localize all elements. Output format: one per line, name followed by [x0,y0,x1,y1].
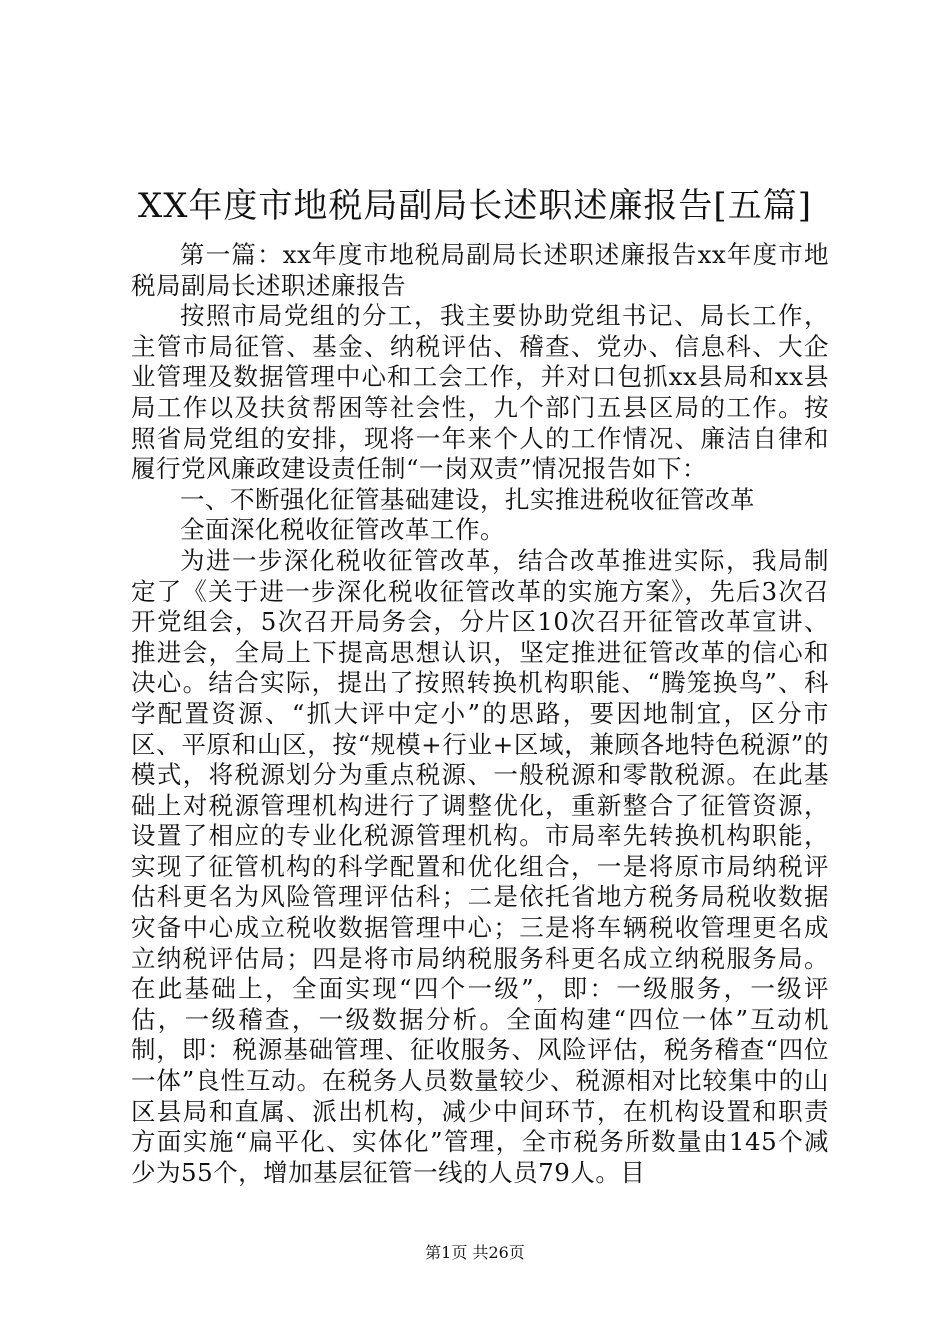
paragraph: 按照市局党组的分工，我主要协助党组书记、局长工作，主管市局征管、基金、纳税评估、稽查、党办、信息科、大企业管理及数据管理中心和工会工作，并对口包抓xx县局和xx县局工作以及扶贫帮困等社会性，九个部门五县区局的工作。按照省局党组的安排，现将一年来个人的工作情况、廉洁自律和履行党风廉政建设责任制“一岗双责”情况报告如下： [131,301,829,484]
paragraph: 第一篇：xx年度市地税局副局长述职述廉报告xx年度市地税局副局长述职述廉报告 [131,240,829,300]
document-title: XX年度市地税局副局长述职述廉报告[五篇] [138,186,812,226]
paragraph: 为进一步深化税收征管改革，结合改革推进实际，我局制定了《关于进一步深化税收征管改革的实施方案》，先后3次召开党组会，5次召开局务会，分片区10次召开征管改革宣讲、推进会，全局上下提高思想认识，坚定推进征管改革的信心和决心。结合实际，提出了按照转换机构职能、“腾笼换鸟”、科学配置资源、“抓大评中定小”的思路，要因地制宜，区分市区、平原和山区，按“规模+行业+区域，兼顾各地特色税源”的模式，将税源划分为重点税源、一般税源和零散税源。在此基础上对税源管理机构进行了调整优化，重新整合了征管资源，设置了相应的专业化税源管理机构。市局率先转换机构职能，实现了征管机构的科学配置和优化组合，一是将原市局纳税评估科更名为风险管理评估科；二是依托省地方税务局税收数据灾备中心成立税收数据管理中心；三是将车辆税收管理更名成立纳税评估局；四是将市局纳税服务科更名成立纳税服务局。在此基础上，全面实现“四个一级”，即：一级服务，一级评估，一级稽查，一级数据分析。全面构建“四位一体”互动机制，即：税源基础管理、征收服务、风险评估，税务稽查“四位一体”良性互动。在税务人员数量较少、税源相对比较集中的山区县局和直属、派出机构，减少中间环节，在机构设置和职责方面实施“扁平化、实体化”管理，全市税务所数量由145个减少为55个，增加基层征管一线的人员79人。目 [131,545,829,1187]
section-heading: 一、不断强化征管基础建设，扎实推进税收征管改革 [180,484,755,514]
page-footer: 第1页 共26页 [425,1243,525,1262]
paragraph: 全面深化税收征管改革工作。 [180,515,505,545]
document-body [131,240,829,1188]
